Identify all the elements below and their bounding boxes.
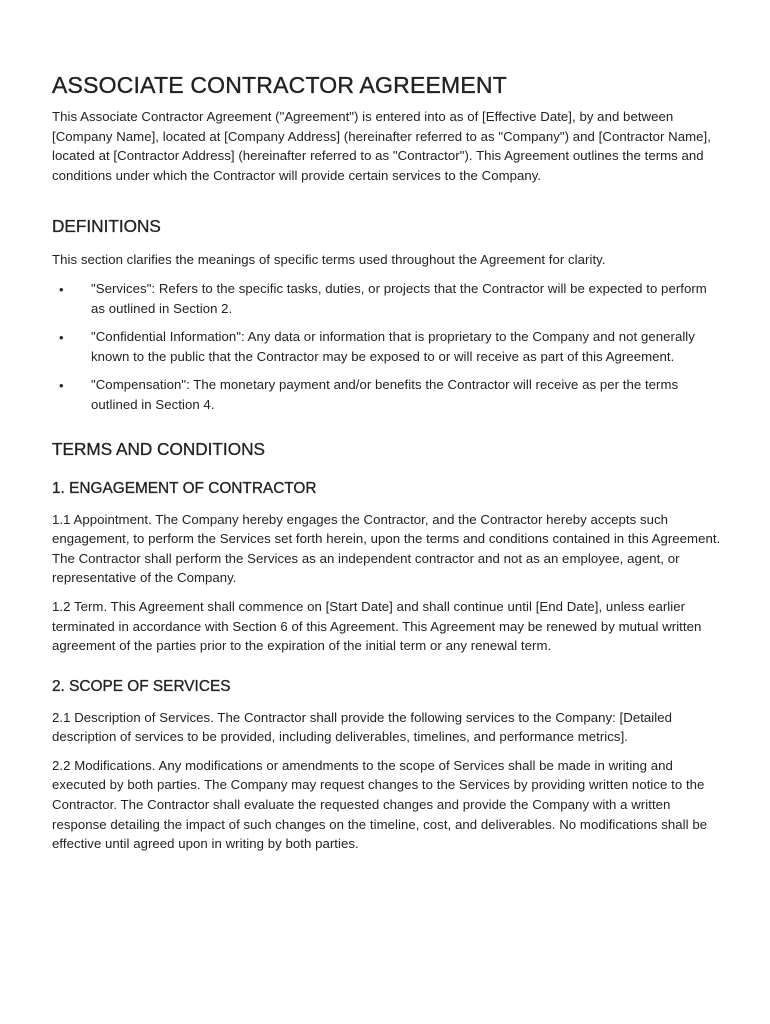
definition-text: "Services": Refers to the specific tasks, duties, or projects that the Contractor will be expected to perform as outlined in Section 2. — [91, 280, 707, 316]
terms-heading: TERMS AND CONDITIONS — [52, 438, 265, 459]
document-title: ASSOCIATE CONTRACTOR AGREEMENT — [52, 72, 507, 98]
intro-paragraph: This Associate Contractor Agreement ("Agreement") is entered into as of [Effective Date], by and between [Company Name], located at [Company Address] (hereinafter referred to as "Company") and [Contractor Name], located at [Contractor Address] (hereinafter referred to as "Contractor"). This Agreement outlines the terms and conditions under which the Contractor will provide certain services to the Company. — [52, 109, 711, 183]
definition-text: "Confidential Information": Any data or information that is proprietary to the Company and not generally known to the public that the Contractor may be exposed to or will receive as part of this Agreement. — [91, 329, 695, 364]
terms-section — [52, 439, 724, 854]
bullet-icon: • — [59, 378, 64, 394]
clause-paragraph: 2.2 Modifications. Any modifications or amendments to the scope of Services shall be made in writing and executed by both parties. The Company may request changes to the Services by providing written notice to the Contractor. The Contractor shall evaluate the requested changes and provide the Company with a written response detailing the impact of such changes on the timeline, cost, and deliverables. No modifications shall be effective until agreed upon in writing by both parties. — [52, 757, 708, 852]
definitions-list — [52, 279, 724, 415]
document-page — [52, 72, 724, 863]
definition-item — [52, 327, 724, 366]
bullet-icon: • — [59, 281, 64, 297]
definitions-heading: DEFINITIONS — [52, 216, 161, 237]
bullet-icon: • — [59, 330, 64, 346]
engagement-section — [52, 480, 724, 656]
definition-item — [52, 375, 724, 414]
definitions-section — [52, 216, 724, 414]
definition-text: "Compensation": The monetary payment and/or benefits the Contractor will receive as per the terms outlined in Section 4. — [91, 377, 679, 412]
section-heading: 2. SCOPE OF SERVICES — [52, 677, 231, 695]
definition-item — [52, 279, 724, 318]
section-heading: 1. ENGAGEMENT OF CONTRACTOR — [52, 479, 317, 497]
clause-paragraph: 1.2 Term. This Agreement shall commence on [Start Date] and shall continue until [End Date], unless earlier terminated in accordance with Section 6 of this Agreement. This Agreement may be renewed by mutual written agreement of the parties prior to the expiration of the initial term or any renewal term. — [52, 598, 702, 654]
clause-paragraph: 1.1 Appointment. The Company hereby engages the Contractor, and the Contractor hereby accepts such engagement, to perform the Services set forth herein, upon the terms and conditions contained in this Agreement. The Contractor shall perform the Services as an independent contractor and not as an employee, agent, or representative of the Company. — [52, 511, 721, 586]
definitions-lead: This section clarifies the meanings of specific terms used throughout the Agreement for clarity. — [52, 252, 606, 268]
clause-paragraph: 2.1 Description of Services. The Contractor shall provide the following services to the Company: [Detailed description of services to be provided, including deliverables, timelines, and performance metrics]. — [52, 709, 673, 745]
scope-section — [52, 678, 724, 854]
